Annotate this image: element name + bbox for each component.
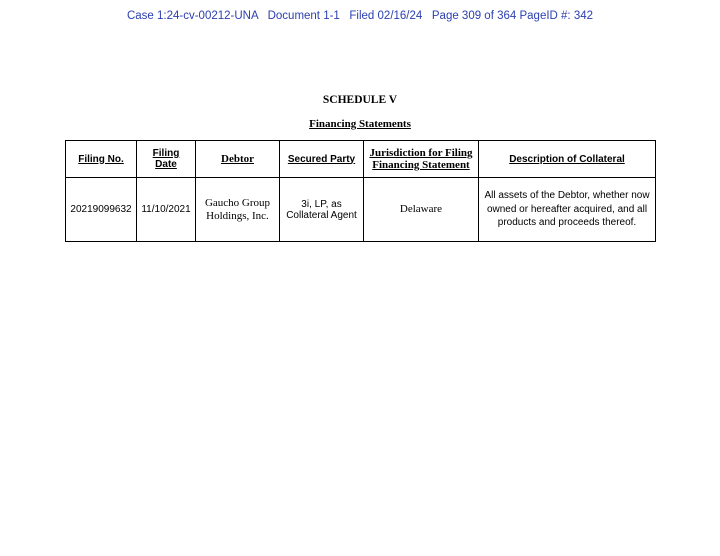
schedule-title: SCHEDULE V [322,94,398,106]
cell-filing-date: 11/10/2021 [137,178,196,242]
header-description: Description of Collateral [479,141,656,178]
cell-filing-no: 20219099632 [66,178,137,242]
header-secured-party: Secured Party [280,141,364,178]
cell-debtor: Gaucho Group Holdings, Inc. [196,178,280,242]
header-debtor: Debtor [196,141,280,178]
cell-secured-party: 3i, LP, as Collateral Agent [280,178,364,242]
schedule-subtitle: Financing Statements [309,118,411,130]
table-row [66,178,656,242]
header-jurisdiction: Jurisdiction for Filing Financing Statement [364,141,479,178]
case-header: Case 1:24-cv-00212-UNA Document 1-1 Filed 02/16/24 Page 309 of 364 PageID #: 342 [126,10,594,22]
cell-description: All assets of the Debtor, whether now owned or hereafter acquired, and all products and proceeds thereof. [479,178,656,242]
header-filing-date: Filing Date [137,141,196,178]
financing-statements-table [65,140,656,242]
header-filing-no: Filing No. [66,141,137,178]
table-header-row [66,141,656,178]
cell-jurisdiction: Delaware [364,178,479,242]
